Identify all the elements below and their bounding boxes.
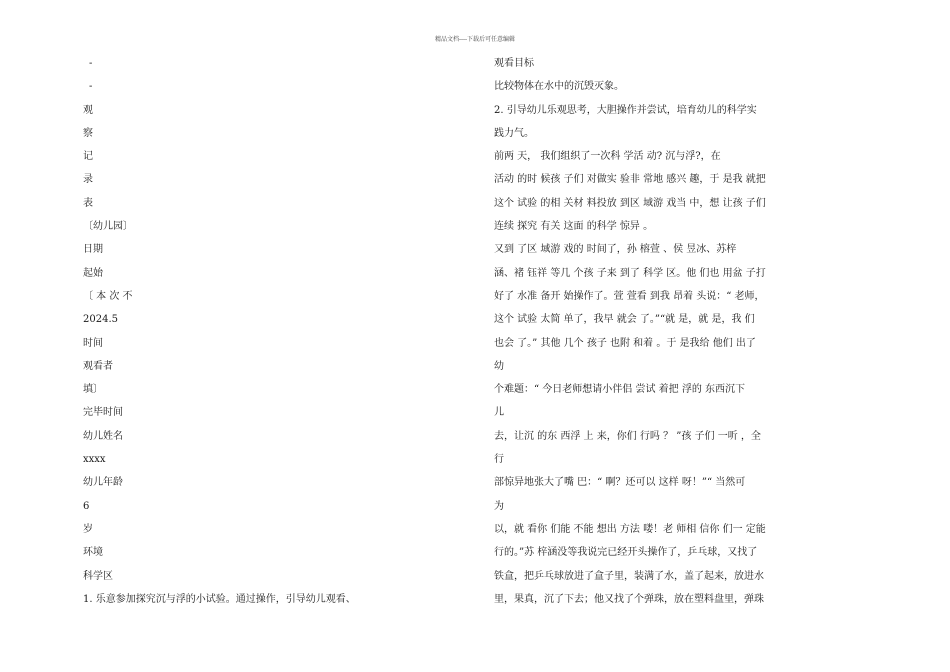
right-text-line: 连续 探究 有关 这面 的科学 惊异 。 <box>494 221 654 233</box>
left-text-line: 1. 乐意参加探究沉与浮的小试验。通过操作，引导幼儿观看、 <box>83 593 356 605</box>
left-text-line: 幼儿年龄 <box>83 477 123 489</box>
left-text-line: 〔 本 次 不 <box>83 290 133 302</box>
left-text-line: 时间 <box>83 337 103 349</box>
left-text-line: xxxx <box>83 454 106 466</box>
right-text-line: 儿 <box>494 407 504 419</box>
right-text-line: 活动 的时 候孩 子们 对做实 验非 常地 感兴 趣，于 是我 就把 <box>494 174 766 186</box>
left-text-line: 〔幼儿园〕 <box>83 221 133 233</box>
right-text-line: 涵、褚 钰祥 等几 个孩 子来 到了 科学 区。他 们也 用盆 子打 <box>494 267 766 279</box>
right-text-line: 也会 了。” 其他 几个 孩子 也附 和着 。于 是我给 他们 出了 <box>494 337 756 349</box>
left-text-line: 察 <box>83 127 93 139</box>
left-text-line: 起始 <box>83 267 103 279</box>
right-text-line: 行的。”苏 梓涵没等我说完已经开头操作了，乒乓球，又找了 <box>494 547 758 559</box>
right-text-line: 践力气。 <box>494 127 534 139</box>
left-text-line: - <box>89 58 93 69</box>
left-text-line: 录 <box>83 174 93 186</box>
right-column <box>494 52 824 611</box>
right-text-line: 前两 天， 我们组织了一次科 学活 动? 沉与浮?，在 <box>494 151 721 163</box>
right-text-line: 行 <box>494 454 504 466</box>
left-text-line: 观 <box>83 104 93 116</box>
left-text-line: 完毕时间 <box>83 407 123 419</box>
right-text-line: 好了 水准 备开 始操作了。萱 萱看 到我 昂着 头说：“ 老师， <box>494 290 765 302</box>
left-text-line: 幼儿姓名 <box>83 430 123 442</box>
right-text-line: 部惊异地张大了嘴 巴：“ 啊？还可以 这样 呀！”“ 当然可 <box>494 477 746 489</box>
right-text-line: 个难题：“ 今日老师想请小伴侣 尝试 着把 浮的 东西沉下 <box>494 384 746 396</box>
right-text-line: 里，果真，沉了下去；他又找了个弹珠，放在塑料盘里，弹珠 <box>494 593 764 605</box>
left-text-line: 岁 <box>83 523 93 535</box>
left-text-line: 表 <box>83 197 93 209</box>
left-column <box>83 52 413 611</box>
right-text-line: 幼 <box>494 360 504 372</box>
right-text-line: 2. 引导幼儿乐观思考，大胆操作并尝试，培育幼儿的科学实 <box>494 104 757 116</box>
right-text-line: 铁盒，把乒乓球放进了盒子里，装满了水，盖了起来，放进水 <box>494 570 764 582</box>
left-text-line: 观看者 <box>83 360 113 372</box>
left-text-line: 填〕 <box>83 384 103 396</box>
right-text-line: 去，让沉 的东 西浮 上 来，你们 行吗 ？ ”孩 子们 一听 ，全 <box>494 430 761 442</box>
right-text-line: 这个 试验 的相 关材 料投放 到区 域游 戏当 中，想 让孩 子们 <box>494 197 766 209</box>
left-text-line: 记 <box>83 151 93 163</box>
right-text-line: 又到 了区 域游 戏的 时间了，孙 榕萱 、侯 昱冰、苏梓 <box>494 244 737 256</box>
right-text-line: 这个 试验 太简 单了，我早 就会 了。”“就 是，就 是，我 们 <box>494 314 755 326</box>
right-text-line: 观看目标 <box>494 58 534 69</box>
right-text-line: 比较物体在水中的沉毁灭象。 <box>494 81 624 93</box>
left-text-line: 2024.5 <box>83 314 118 326</box>
left-text-line: 科学区 <box>83 570 113 582</box>
right-text-line: 以，就 看你 们能 不能 想出 方法 喽！老 师相 信你 们一 定能 <box>494 523 766 535</box>
page-header: 精品文档----下载后可任意编辑 <box>434 36 516 43</box>
left-text-line: 日期 <box>83 244 103 256</box>
left-text-line: 6 <box>83 500 90 512</box>
left-text-line: 环境 <box>83 547 103 559</box>
left-text-line: - <box>89 81 93 93</box>
right-text-line: 为 <box>494 500 504 512</box>
